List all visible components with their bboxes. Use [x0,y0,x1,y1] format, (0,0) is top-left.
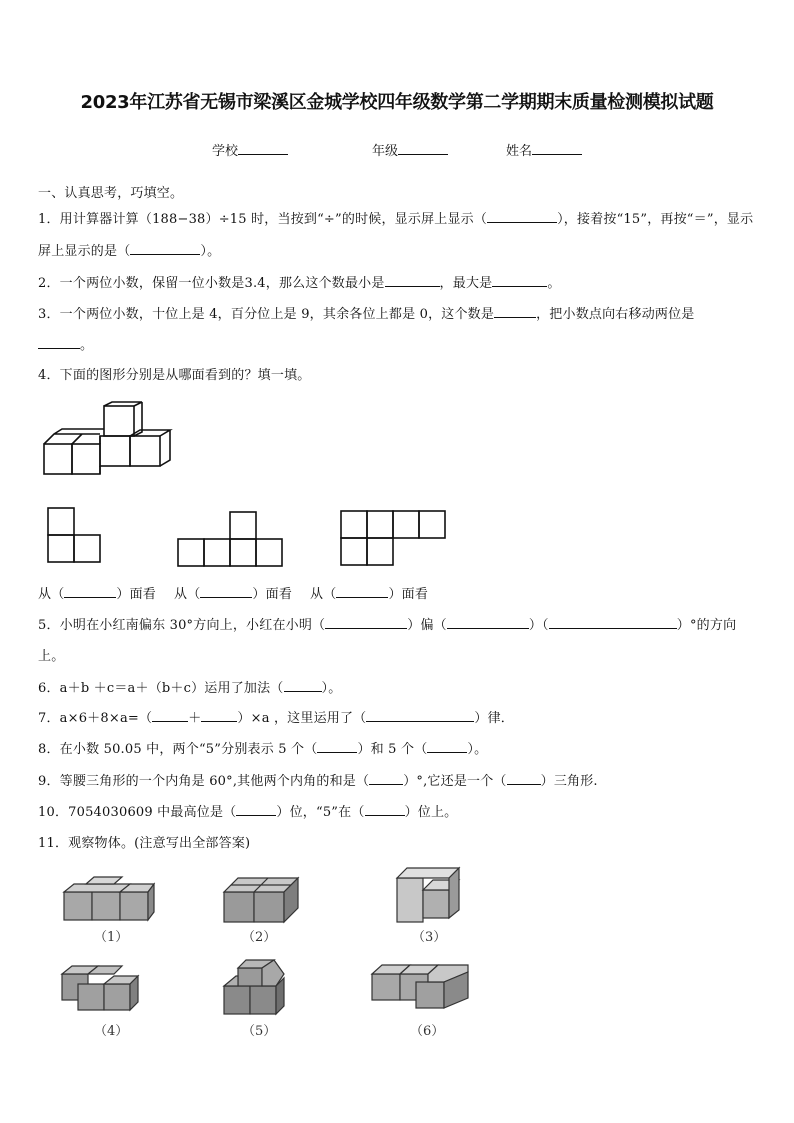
answer-blank[interactable] [507,772,541,785]
view-answer-1: 从（ ）面看 [38,587,157,602]
answer-blank[interactable] [336,585,388,598]
q4-cube-figure [44,404,169,476]
question-10: 10．7054030609 中最高位是（ ）位，“5”在（ ）位上。 [38,805,458,820]
name-label: 姓名 [506,144,533,159]
name-field [506,140,582,159]
q11-figure-6 [372,962,472,1012]
section-1-heading: 一、认真思考，巧填空。 [38,186,184,201]
question-4: 4．下面的图形分别是从哪面看到的？填一填。 [38,368,311,383]
answer-blank[interactable] [369,772,403,785]
figure-label-4: （4） [94,1024,129,1039]
grade-label: 年级 [372,144,399,159]
question-2: 2．一个两位小数，保留一位小数是3.4，那么这个数最小是 ，最大是 。 [38,276,561,291]
answer-blank[interactable] [152,709,188,722]
q4-view-3 [341,511,447,567]
q4-view-2 [178,512,284,568]
figure-label-1: （1） [94,930,129,945]
answer-blank[interactable] [365,803,405,816]
answer-blank[interactable] [325,616,407,629]
answer-blank[interactable] [385,274,440,287]
q11-figure-1 [64,876,156,922]
answer-blank[interactable] [236,803,276,816]
question-4-answers [38,583,428,602]
question-5-line-1: 5．小明在小红南偏东 30°方向上，小红在小明（ ）偏（ ）（ ）°的方向 [38,618,737,633]
question-8: 8．在小数 50.05 中，两个“5”分别表示 5 个（ ）和 5 个（ ）。 [38,742,488,757]
question-7: 7．a×6＋8×a=（ ＋ ）×a ，这里运用了（ ）律． [38,711,514,726]
figure-label-5: （5） [242,1024,277,1039]
question-11: 11．观察物体。(注意写出全部答案) [38,836,251,851]
grade-blank[interactable] [398,142,448,155]
school-label: 学校 [212,144,239,159]
figure-label-6: （6） [410,1024,445,1039]
question-5-line-2: 上。 [38,649,65,664]
q11-figure-4 [62,962,134,1012]
figure-label-3: （3） [412,930,447,945]
answer-blank[interactable] [494,305,536,318]
answer-blank[interactable] [366,709,474,722]
answer-blank[interactable] [427,740,467,753]
answer-blank[interactable] [492,274,547,287]
view-answer-2: 从（ ）面看 [174,587,293,602]
name-blank[interactable] [532,142,582,155]
question-9: 9．等腰三角形的一个内角是 60°,其他两个内角的和是（ ）°,它还是一个（ ）三角形. [38,774,598,789]
question-3-line-2: 。 [38,334,93,353]
school-blank[interactable] [238,142,288,155]
answer-blank[interactable] [284,679,322,692]
answer-blank[interactable] [317,740,357,753]
answer-blank[interactable] [201,709,237,722]
grade-field [372,140,448,159]
answer-blank[interactable] [38,336,80,349]
view-answer-3: 从（ ）面看 [310,587,429,602]
answer-blank[interactable] [549,616,677,629]
q4-view-1 [48,508,104,564]
q11-figure-5 [224,958,284,1016]
answer-blank[interactable] [64,585,116,598]
figure-label-2: （2） [242,930,277,945]
question-1-line-1: 1．用计算器计算（188−38）÷15 时，当按到“÷”的时候，显示屏上显示（ ），接着按“15”，再按“＝”，显示 [38,212,754,227]
question-6: 6．a＋b ＋c＝a＋（b＋c）运用了加法（ ）。 [38,681,342,696]
answer-blank[interactable] [447,616,529,629]
q11-figure-3 [397,866,465,926]
answer-blank[interactable] [200,585,252,598]
page-title: 2023年江苏省无锡市梁溪区金城学校四年级数学第二学期期末质量检测模拟试题 [80,92,714,113]
answer-blank[interactable] [130,242,200,255]
q11-figure-2 [224,872,296,924]
answer-blank[interactable] [487,210,557,223]
school-field [212,140,288,159]
question-3-line-1: 3．一个两位小数，十位上是 4，百分位上是 9，其余各位上都是 0，这个数是 ，把小数点向右移动两位是 [38,307,695,322]
question-1-line-2: 屏上显示的是（ ）。 [38,244,221,259]
